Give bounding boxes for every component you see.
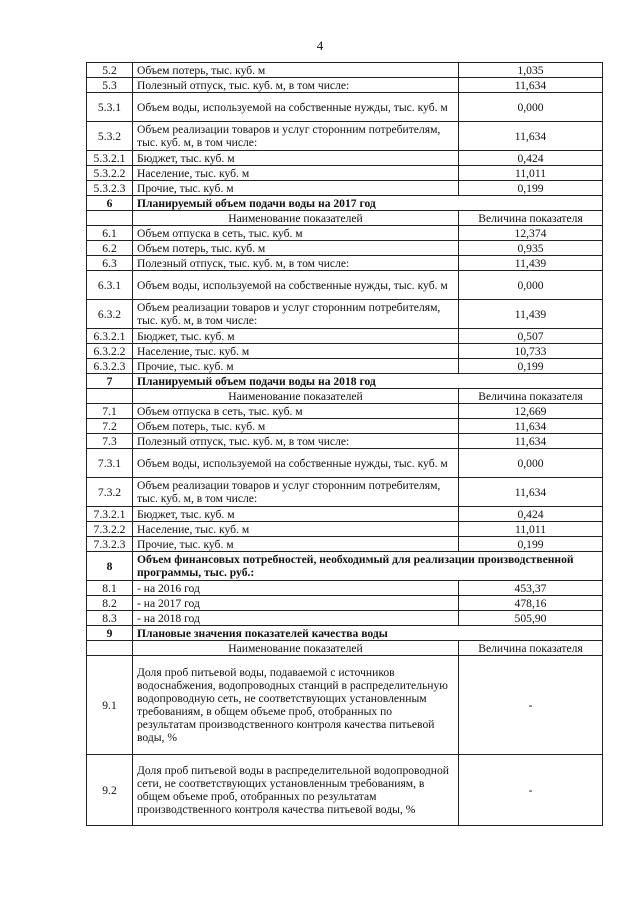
row-number: 5.2 bbox=[87, 63, 133, 78]
column-header-name: Наименование показателей bbox=[133, 389, 459, 404]
indicator-value: 10,733 bbox=[459, 344, 603, 359]
table-row bbox=[87, 256, 603, 271]
indicators-table bbox=[86, 62, 603, 826]
row-number: 8 bbox=[87, 552, 133, 581]
row-number bbox=[87, 641, 133, 656]
row-number: 7 bbox=[87, 374, 133, 389]
row-number: 6.1 bbox=[87, 226, 133, 241]
indicator-name: Объем отпуска в сеть, тыс. куб. м bbox=[133, 404, 459, 419]
row-number: 6.3.2.2 bbox=[87, 344, 133, 359]
indicator-value: 0,000 bbox=[459, 271, 603, 300]
indicator-name: Плановые значения показателей качества воды bbox=[133, 626, 603, 641]
table-row bbox=[87, 537, 603, 552]
indicator-name: Бюджет, тыс. куб. м bbox=[133, 329, 459, 344]
indicator-value: 0,935 bbox=[459, 241, 603, 256]
indicator-value: 0,424 bbox=[459, 151, 603, 166]
row-number: 9.2 bbox=[87, 755, 133, 826]
indicator-name: Бюджет, тыс. куб. м bbox=[133, 151, 459, 166]
row-number: 7.2 bbox=[87, 419, 133, 434]
indicator-name: Объем реализации товаров и услуг сторонним потребителям, тыс. куб. м, в том числе: bbox=[133, 122, 459, 151]
row-number: 7.3.1 bbox=[87, 449, 133, 478]
row-number: 9 bbox=[87, 626, 133, 641]
indicator-name: Объем реализации товаров и услуг сторонним потребителям, тыс. куб. м, в том числе: bbox=[133, 300, 459, 329]
row-number: 7.1 bbox=[87, 404, 133, 419]
row-number: 8.1 bbox=[87, 581, 133, 596]
table-row bbox=[87, 596, 603, 611]
table-row bbox=[87, 181, 603, 196]
section-row bbox=[87, 374, 603, 389]
indicator-value: 0,199 bbox=[459, 359, 603, 374]
row-number bbox=[87, 389, 133, 404]
indicator-name: Объем воды, используемой на собственные нужды, тыс. куб. м bbox=[133, 93, 459, 122]
indicator-value: 0,199 bbox=[459, 537, 603, 552]
indicator-value: 11,634 bbox=[459, 434, 603, 449]
indicator-name: Объем потерь, тыс. куб. м bbox=[133, 241, 459, 256]
section-row bbox=[87, 552, 603, 581]
table-row bbox=[87, 404, 603, 419]
indicator-value: 11,011 bbox=[459, 522, 603, 537]
row-number: 6 bbox=[87, 196, 133, 211]
table-row bbox=[87, 656, 603, 755]
indicator-value: - bbox=[459, 755, 603, 826]
indicator-value: 0,424 bbox=[459, 507, 603, 522]
row-number: 7.3 bbox=[87, 434, 133, 449]
table-row bbox=[87, 359, 603, 374]
table-row bbox=[87, 755, 603, 826]
row-number: 5.3.2 bbox=[87, 122, 133, 151]
indicator-value: 0,507 bbox=[459, 329, 603, 344]
table-row bbox=[87, 611, 603, 626]
indicator-name: Объем потерь, тыс. куб. м bbox=[133, 63, 459, 78]
indicator-name: - на 2016 год bbox=[133, 581, 459, 596]
indicator-value: 11,634 bbox=[459, 419, 603, 434]
indicator-name: Планируемый объем подачи воды на 2018 год bbox=[133, 374, 603, 389]
table-row bbox=[87, 271, 603, 300]
indicator-value: 1,035 bbox=[459, 63, 603, 78]
indicator-value: 11,439 bbox=[459, 256, 603, 271]
section-row bbox=[87, 626, 603, 641]
indicator-name: Объем финансовых потребностей, необходимый для реализации производственной программы, тыс. руб.: bbox=[133, 552, 603, 581]
page-number: 4 bbox=[316, 38, 324, 53]
indicator-value: 11,011 bbox=[459, 166, 603, 181]
indicator-name: Бюджет, тыс. куб. м bbox=[133, 507, 459, 522]
header-row bbox=[87, 389, 603, 404]
row-number: 6.3 bbox=[87, 256, 133, 271]
row-number: 7.3.2 bbox=[87, 478, 133, 507]
indicator-value: 505,90 bbox=[459, 611, 603, 626]
column-header-name: Наименование показателей bbox=[133, 641, 459, 656]
indicator-value: 11,439 bbox=[459, 300, 603, 329]
indicator-name: Объем потерь, тыс. куб. м bbox=[133, 419, 459, 434]
indicator-value: 478,16 bbox=[459, 596, 603, 611]
table-row bbox=[87, 581, 603, 596]
indicator-value: 11,634 bbox=[459, 122, 603, 151]
table-row bbox=[87, 300, 603, 329]
indicator-value: 453,37 bbox=[459, 581, 603, 596]
indicator-value: 12,374 bbox=[459, 226, 603, 241]
indicator-value: - bbox=[459, 656, 603, 755]
indicator-name: Объем воды, используемой на собственные нужды, тыс. куб. м bbox=[133, 271, 459, 300]
indicator-value: 0,000 bbox=[459, 93, 603, 122]
indicator-name: Полезный отпуск, тыс. куб. м, в том числе: bbox=[133, 78, 459, 93]
row-number: 5.3.2.3 bbox=[87, 181, 133, 196]
row-number: 7.3.2.3 bbox=[87, 537, 133, 552]
row-number: 9.1 bbox=[87, 656, 133, 755]
indicator-value: 0,199 bbox=[459, 181, 603, 196]
row-number: 8.3 bbox=[87, 611, 133, 626]
table-row bbox=[87, 449, 603, 478]
row-number: 6.3.2.3 bbox=[87, 359, 133, 374]
row-number: 5.3.2.1 bbox=[87, 151, 133, 166]
indicator-name: Объем отпуска в сеть, тыс. куб. м bbox=[133, 226, 459, 241]
row-number: 6.3.2.1 bbox=[87, 329, 133, 344]
indicator-name: Прочие, тыс. куб. м bbox=[133, 359, 459, 374]
table-row bbox=[87, 241, 603, 256]
indicator-name: Объем реализации товаров и услуг сторонним потребителям, тыс. куб. м, в том числе: bbox=[133, 478, 459, 507]
row-number: 5.3 bbox=[87, 78, 133, 93]
table-row bbox=[87, 166, 603, 181]
table-row bbox=[87, 93, 603, 122]
table-row bbox=[87, 434, 603, 449]
indicator-name: Прочие, тыс. куб. м bbox=[133, 537, 459, 552]
indicator-name: Население, тыс. куб. м bbox=[133, 522, 459, 537]
indicator-name: Доля проб питьевой воды в распределительной водопроводной сети, не соответствующих установленным требованиям, в общем объеме проб, отобранных по результатам производственного контроля качества питьевой воды, % bbox=[133, 755, 459, 826]
row-number: 7.3.2.2 bbox=[87, 522, 133, 537]
table-row bbox=[87, 151, 603, 166]
row-number: 8.2 bbox=[87, 596, 133, 611]
row-number: 7.3.2.1 bbox=[87, 507, 133, 522]
column-header-value: Величина показателя bbox=[459, 641, 603, 656]
section-row bbox=[87, 196, 603, 211]
indicator-value: 0,000 bbox=[459, 449, 603, 478]
indicator-name: Объем воды, используемой на собственные нужды, тыс. куб. м bbox=[133, 449, 459, 478]
table-row bbox=[87, 522, 603, 537]
table-row bbox=[87, 78, 603, 93]
indicator-name: Доля проб питьевой воды, подаваемой с источников водоснабжения, водопроводных станций в распределительную водопроводную сеть, не соответствующих установленным требованиям, в общем объеме проб, отобранных по результатам производственного контроля качества питьевой воды, % bbox=[133, 656, 459, 755]
row-number: 6.3.2 bbox=[87, 300, 133, 329]
table-row bbox=[87, 329, 603, 344]
indicator-name: - на 2018 год bbox=[133, 611, 459, 626]
column-header-name: Наименование показателей bbox=[133, 211, 459, 226]
indicator-value: 11,634 bbox=[459, 478, 603, 507]
table-row bbox=[87, 419, 603, 434]
indicator-name: Население, тыс. куб. м bbox=[133, 166, 459, 181]
indicator-name: Население, тыс. куб. м bbox=[133, 344, 459, 359]
table-row bbox=[87, 122, 603, 151]
indicator-name: Полезный отпуск, тыс. куб. м, в том числе: bbox=[133, 434, 459, 449]
table-row bbox=[87, 478, 603, 507]
row-number: 6.2 bbox=[87, 241, 133, 256]
row-number bbox=[87, 211, 133, 226]
indicator-value: 11,634 bbox=[459, 78, 603, 93]
indicator-name: - на 2017 год bbox=[133, 596, 459, 611]
column-header-value: Величина показателя bbox=[459, 389, 603, 404]
row-number: 5.3.1 bbox=[87, 93, 133, 122]
row-number: 5.3.2.2 bbox=[87, 166, 133, 181]
indicator-value: 12,669 bbox=[459, 404, 603, 419]
indicator-name: Планируемый объем подачи воды на 2017 год bbox=[133, 196, 603, 211]
indicator-name: Прочие, тыс. куб. м bbox=[133, 181, 459, 196]
table-row bbox=[87, 63, 603, 78]
header-row bbox=[87, 641, 603, 656]
column-header-value: Величина показателя bbox=[459, 211, 603, 226]
indicator-name: Полезный отпуск, тыс. куб. м, в том числе: bbox=[133, 256, 459, 271]
table-row bbox=[87, 344, 603, 359]
table-row bbox=[87, 507, 603, 522]
row-number: 6.3.1 bbox=[87, 271, 133, 300]
header-row bbox=[87, 211, 603, 226]
table-row bbox=[87, 226, 603, 241]
